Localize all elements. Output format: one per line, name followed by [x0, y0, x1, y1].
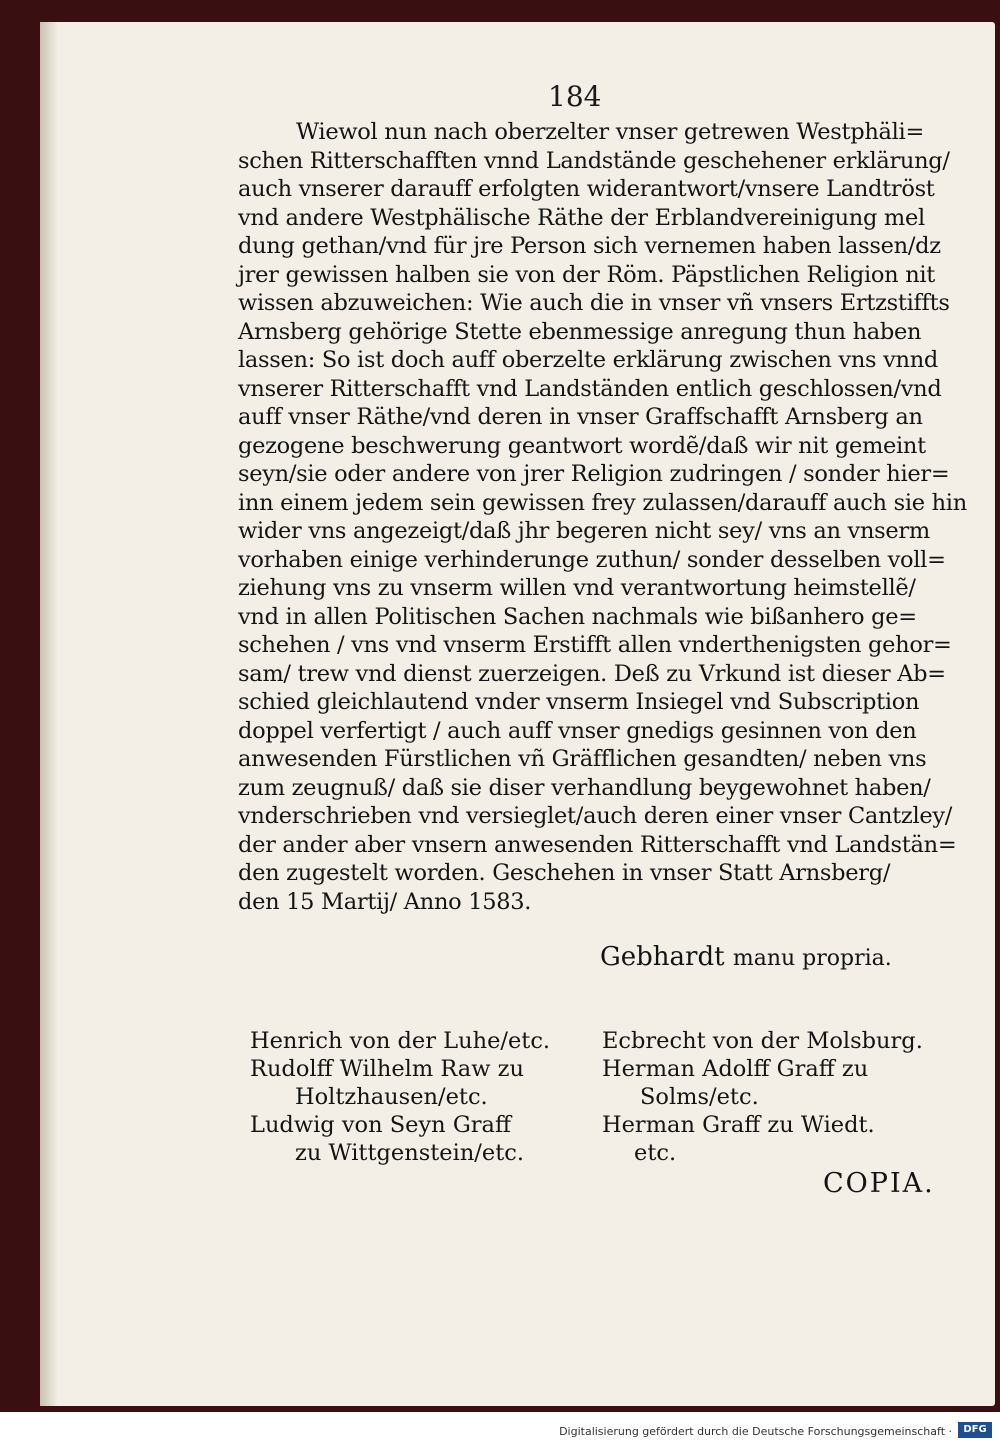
text-line: den zugestelt worden. Geschehen in vnser Statt Arnsberg/	[238, 860, 891, 886]
text-line: inn einem jedem sein gewissen frey zulassen/darauff auch sie hin	[238, 489, 967, 516]
text-line: dung gethan/vnd für jre Person sich vernemen haben lassen/dz	[238, 233, 941, 259]
text-line: doppel verfertigt / auch auff vnser gnedigs gesinnen von den	[238, 717, 917, 744]
page-number: 184	[548, 80, 602, 113]
text-line: auch vnserer darauff erfolgten widerantwort/vnsere Landtröst	[238, 176, 935, 202]
body-text	[238, 118, 967, 916]
text-line: der ander aber vnsern anwesenden Ritterschafft vnd Landstän=	[238, 831, 957, 858]
signer-line: Rudolff Wilhelm Raw zu	[250, 1056, 524, 1082]
signer-line: Henrich von der Luhe/etc.	[250, 1028, 551, 1054]
text-line: lassen: So ist doch auff oberzelte erklärung zwischen vns vnnd	[238, 347, 939, 373]
text-line: schehen / vns vnd vnserm Erstifft allen vnderthenigsten gehor=	[238, 632, 952, 658]
text-line: vnserer Ritterschafft vnd Landständen entlich geschlossen/vnd	[238, 375, 942, 402]
text-line: wissen abzuweichen: Wie auch die in vnser vñ vnsers Ertzstiffts	[238, 290, 950, 316]
text-line: jrer gewissen halben sie von der Röm. Päpstlichen Religion nit	[238, 261, 936, 288]
text-line: Arnsberg gehörige Stette ebenmessige anregung thun haben	[238, 318, 922, 345]
signers-left-column	[250, 1027, 550, 1167]
signer-line: Ecbrecht von der Molsburg.	[602, 1028, 923, 1054]
text-line: vnderschrieben vnd versieglet/auch deren einer vnser Cantzley/	[238, 803, 953, 829]
text-line: auff vnser Räthe/vnd deren in vnser Graffschafft Arnsberg an	[238, 404, 923, 430]
text-line: zum zeugnuß/ daß sie diser verhandlung beygewohnet haben/	[238, 774, 931, 801]
signature	[600, 942, 892, 972]
text-line: schen Ritterschafften vnnd Landstände geschehener erklärung/	[238, 147, 950, 174]
funding-credit: Digitalisierung gefördert durch die Deutsche Forschungsgemeinschaft ·	[559, 1425, 952, 1438]
text-line: gezogene beschwerung geantwort wordẽ/daß wir nit gemeint	[238, 432, 926, 459]
signer-line: Ludwig von Seyn Graff	[250, 1112, 511, 1138]
dfg-logo: DFG	[958, 1422, 992, 1438]
text-line: wider vns angezeigt/daß jhr begeren nicht sey/ vns an vnserm	[238, 518, 930, 544]
signature-name: Gebhardt	[600, 942, 725, 972]
text-line: vnd in allen Politischen Sachen nachmals wie bißanhero ge=	[238, 603, 917, 630]
signer-line: Solms/etc.	[640, 1084, 759, 1110]
text-line: Wiewol nun nach oberzelter vnser getrewen Westphäli=	[296, 119, 924, 145]
text-line: sam/ trew vnd dienst zuerzeigen. Deß zu Vrkund ist dieser Ab=	[238, 660, 946, 687]
text-line: den 15 Martij/ Anno 1583.	[238, 888, 532, 915]
signer-line: Herman Adolff Graff zu	[602, 1056, 869, 1082]
signer-line: Holtzhausen/etc.	[295, 1084, 488, 1110]
footer	[0, 1412, 1000, 1444]
text-line: anwesenden Fürstlichen vñ Gräfflichen gesandten/ neben vns	[238, 746, 927, 772]
signer-line: zu Wittgenstein/etc.	[295, 1140, 524, 1166]
text-line: vorhaben einige verhinderunge zuthun/ sonder desselben voll=	[238, 546, 946, 573]
signer-line: Herman Graff zu Wiedt.	[602, 1112, 875, 1138]
page-gutter-shadow	[40, 22, 58, 1406]
signature-suffix: manu propria.	[732, 946, 892, 971]
signer-line: etc.	[634, 1140, 677, 1166]
text-line: ziehung vns zu vnserm willen vnd verantwortung heimstellẽ/	[238, 575, 916, 601]
text-line: seyn/sie oder andere von jrer Religion zudringen / sonder hier=	[238, 461, 950, 487]
text-line: vnd andere Westphälische Räthe der Erblandvereinigung mel	[238, 204, 925, 231]
catchword: COPIA.	[823, 1168, 935, 1199]
text-line: schied gleichlautend vnder vnserm Insiegel vnd Subscription	[238, 689, 920, 715]
signers-right-column	[602, 1027, 923, 1167]
